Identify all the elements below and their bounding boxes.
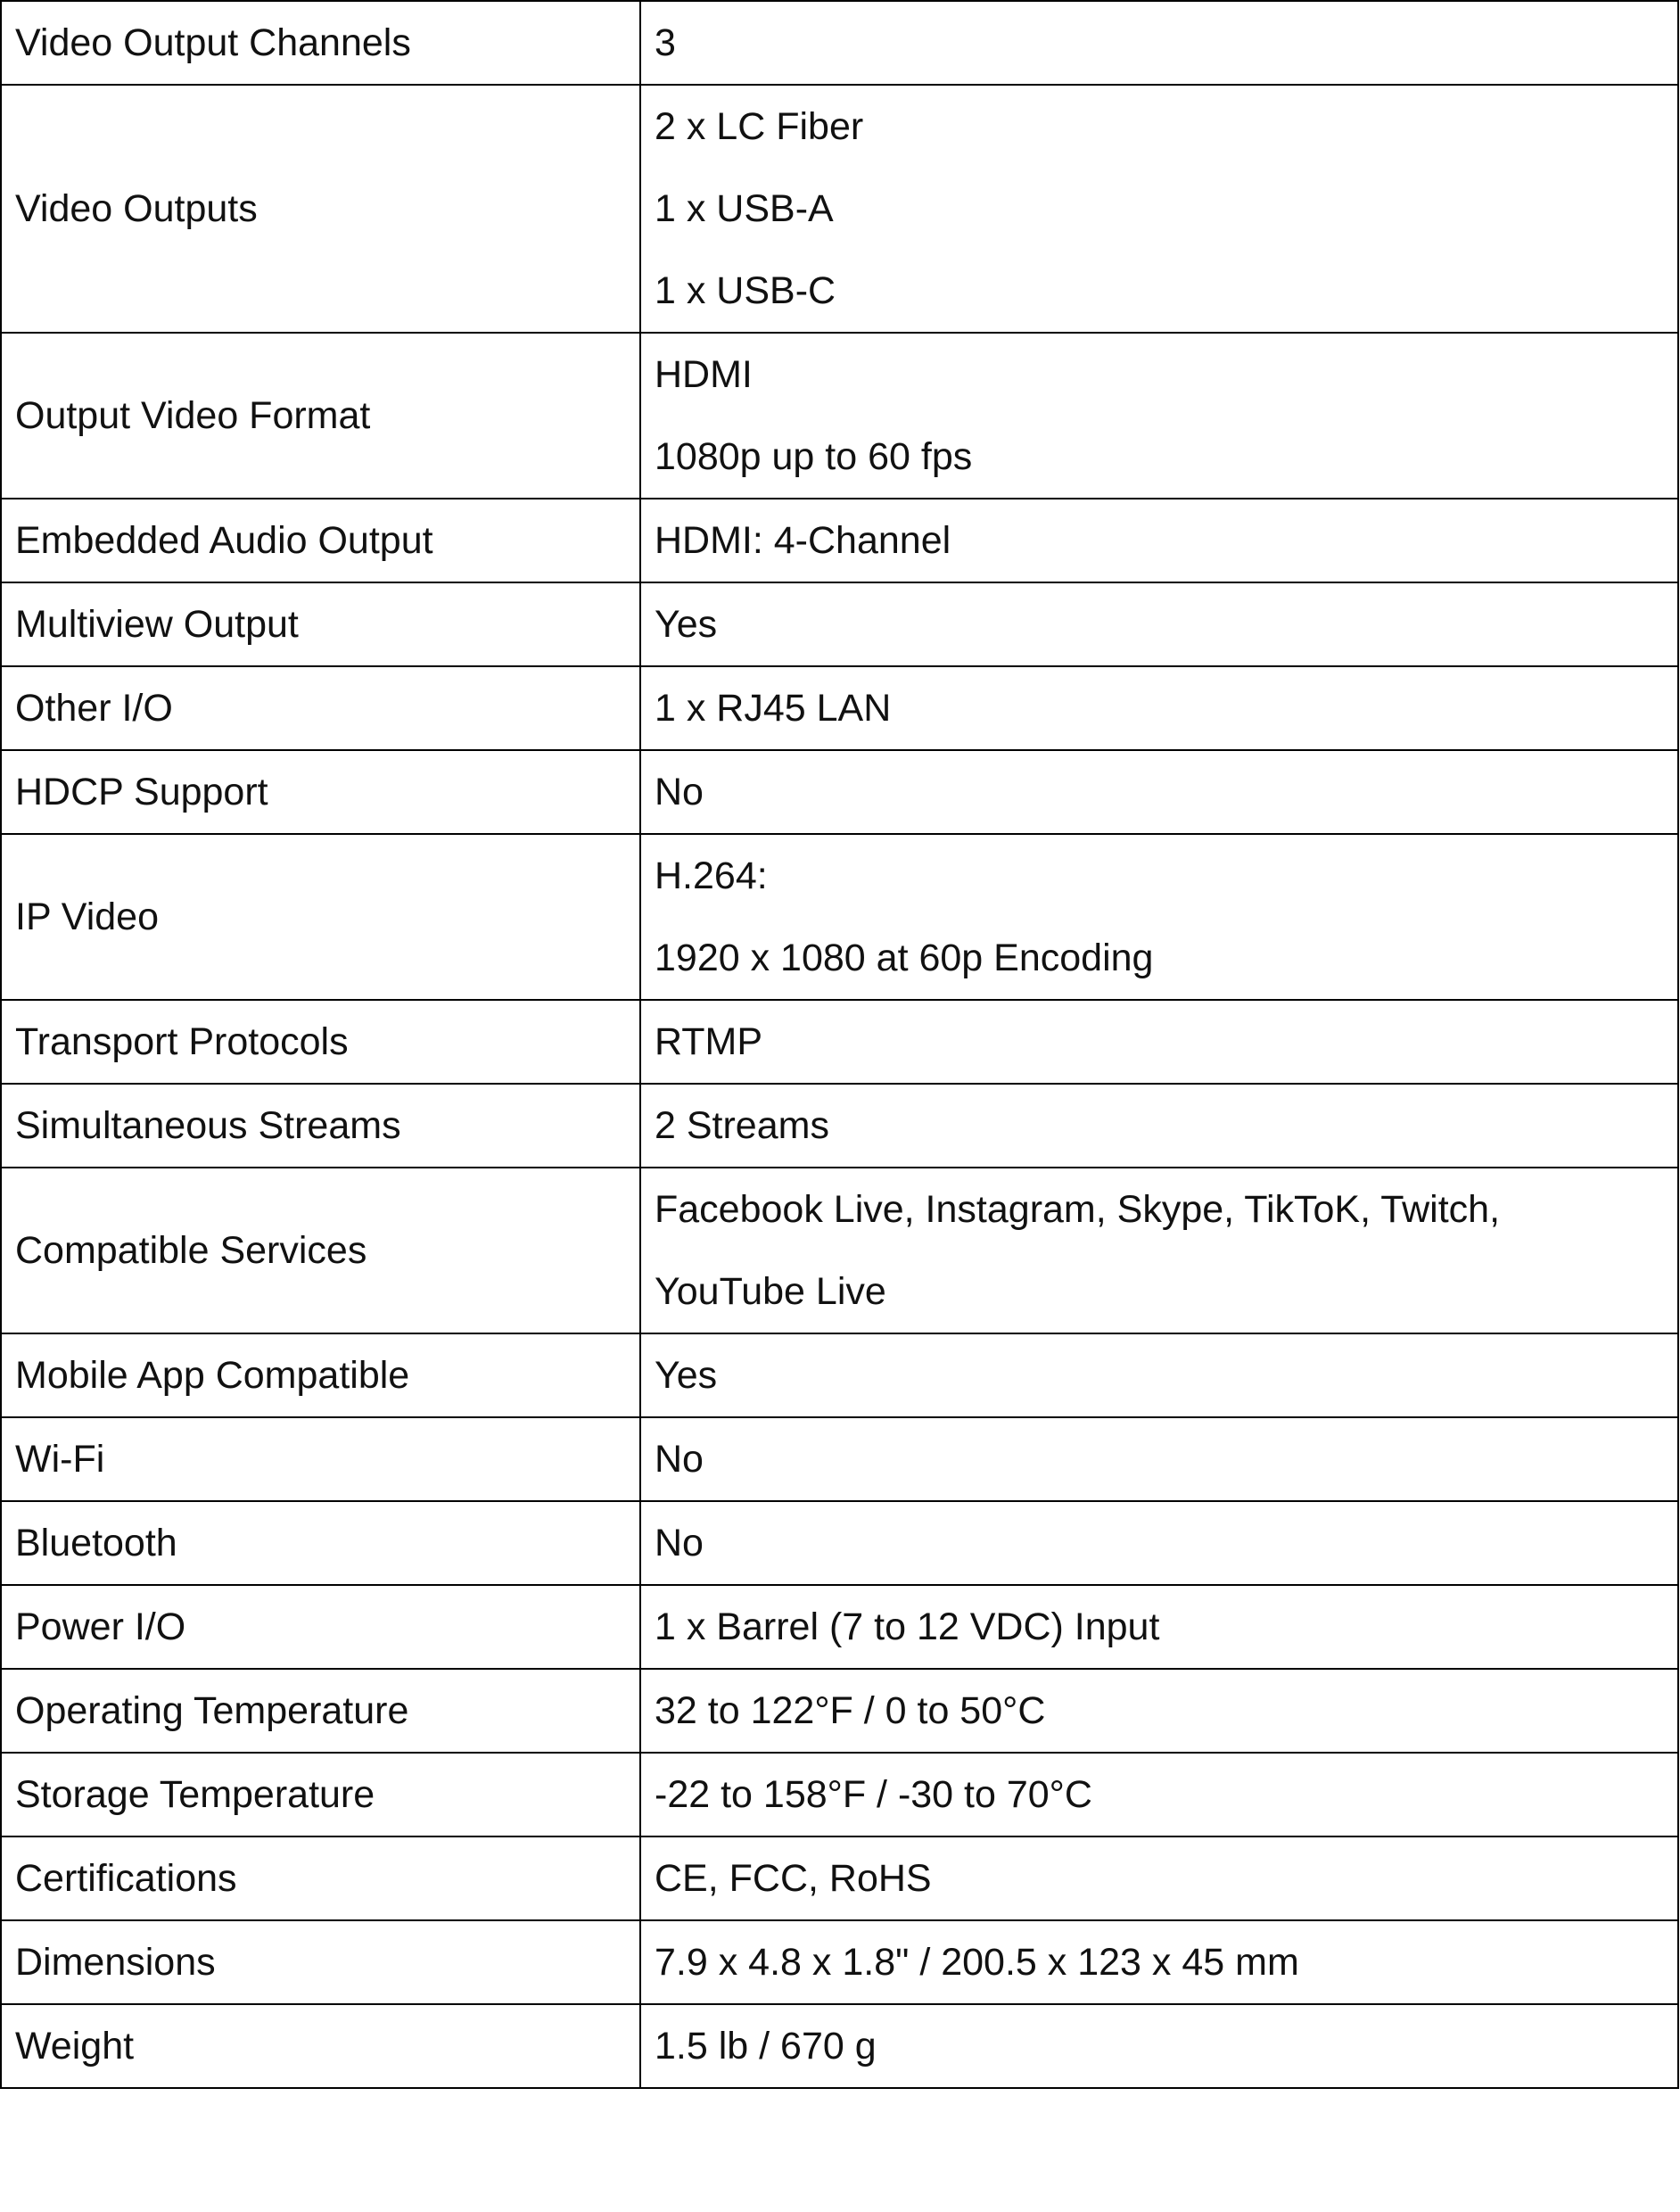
spec-label: Simultaneous Streams (1, 1084, 640, 1168)
spec-value-line: 1.5 lb / 670 g (655, 2025, 877, 2068)
spec-row (1, 1753, 1678, 1836)
spec-label: Other I/O (1, 666, 640, 750)
spec-row (1, 1836, 1678, 1920)
spec-label: Mobile App Compatible (1, 1333, 640, 1417)
spec-label: Video Outputs (1, 85, 640, 333)
spec-value (640, 1585, 1678, 1669)
spec-label: Operating Temperature (1, 1669, 640, 1753)
spec-value (640, 666, 1678, 750)
spec-row (1, 1084, 1678, 1168)
spec-label: Bluetooth (1, 1501, 640, 1585)
spec-label: Video Output Channels (1, 1, 640, 85)
spec-value-line: RTMP (655, 1020, 763, 1063)
spec-row (1, 1585, 1678, 1669)
spec-label: Output Video Format (1, 333, 640, 499)
spec-value (640, 1836, 1678, 1920)
spec-value (640, 1168, 1678, 1333)
spec-value-line: 1080p up to 60 fps (655, 435, 973, 478)
spec-value-line: No (655, 1438, 704, 1481)
spec-label: Power I/O (1, 1585, 640, 1669)
spec-value (640, 582, 1678, 666)
spec-value-line: 1 x USB-C (655, 269, 836, 312)
spec-value-line: 3 (655, 21, 676, 64)
spec-value-line: Facebook Live, Instagram, Skype, TikToK, Twitch, (655, 1188, 1501, 1231)
spec-value-line: H.264: (655, 854, 768, 897)
spec-row (1, 1333, 1678, 1417)
spec-row (1, 1168, 1678, 1333)
spec-row (1, 1417, 1678, 1501)
spec-value (640, 499, 1678, 582)
spec-table-body (1, 1, 1678, 2088)
spec-label: Certifications (1, 1836, 640, 1920)
spec-label: Multiview Output (1, 582, 640, 666)
spec-label: HDCP Support (1, 750, 640, 834)
spec-value (640, 750, 1678, 834)
spec-value-line: YouTube Live (655, 1270, 886, 1313)
spec-row (1, 834, 1678, 1000)
spec-row (1, 1, 1678, 85)
spec-value-line: 32 to 122°F / 0 to 50°C (655, 1689, 1046, 1732)
spec-value-line: 1 x Barrel (7 to 12 VDC) Input (655, 1605, 1160, 1648)
spec-value (640, 1753, 1678, 1836)
spec-row (1, 582, 1678, 666)
spec-label: Embedded Audio Output (1, 499, 640, 582)
spec-label: Wi-Fi (1, 1417, 640, 1501)
spec-row (1, 666, 1678, 750)
spec-value-line: CE, FCC, RoHS (655, 1857, 932, 1900)
spec-label: Dimensions (1, 1920, 640, 2004)
spec-value (640, 1920, 1678, 2004)
spec-value (640, 85, 1678, 333)
spec-row (1, 1000, 1678, 1084)
spec-row (1, 1920, 1678, 2004)
spec-row (1, 333, 1678, 499)
spec-row (1, 750, 1678, 834)
spec-row (1, 85, 1678, 333)
spec-label: Storage Temperature (1, 1753, 640, 1836)
spec-value-line: 2 x LC Fiber (655, 105, 864, 148)
spec-value-line: HDMI: 4-Channel (655, 519, 951, 562)
spec-label: Transport Protocols (1, 1000, 640, 1084)
spec-row (1, 499, 1678, 582)
spec-value-line: Yes (655, 1354, 718, 1397)
spec-label: Compatible Services (1, 1168, 640, 1333)
spec-value-line: 1 x RJ45 LAN (655, 687, 892, 730)
spec-value (640, 1333, 1678, 1417)
spec-label: IP Video (1, 834, 640, 1000)
spec-value (640, 1, 1678, 85)
spec-value-line: No (655, 1522, 704, 1564)
spec-label: Weight (1, 2004, 640, 2088)
spec-row (1, 1501, 1678, 1585)
spec-value-line: 1 x USB-A (655, 187, 834, 230)
spec-value (640, 1417, 1678, 1501)
spec-value (640, 2004, 1678, 2088)
spec-value-line: 2 Streams (655, 1104, 829, 1147)
spec-value-line: HDMI (655, 353, 753, 396)
spec-value-line: -22 to 158°F / -30 to 70°C (655, 1773, 1092, 1816)
spec-value (640, 1501, 1678, 1585)
spec-value-line: No (655, 771, 704, 813)
spec-row (1, 2004, 1678, 2088)
spec-value (640, 834, 1678, 1000)
spec-value (640, 1084, 1678, 1168)
spec-value (640, 1669, 1678, 1753)
spec-value-line: Yes (655, 603, 718, 646)
spec-value (640, 1000, 1678, 1084)
spec-value (640, 333, 1678, 499)
spec-row (1, 1669, 1678, 1753)
spec-value-line: 7.9 x 4.8 x 1.8" / 200.5 x 123 x 45 mm (655, 1941, 1299, 1984)
spec-value-line: 1920 x 1080 at 60p Encoding (655, 937, 1154, 979)
